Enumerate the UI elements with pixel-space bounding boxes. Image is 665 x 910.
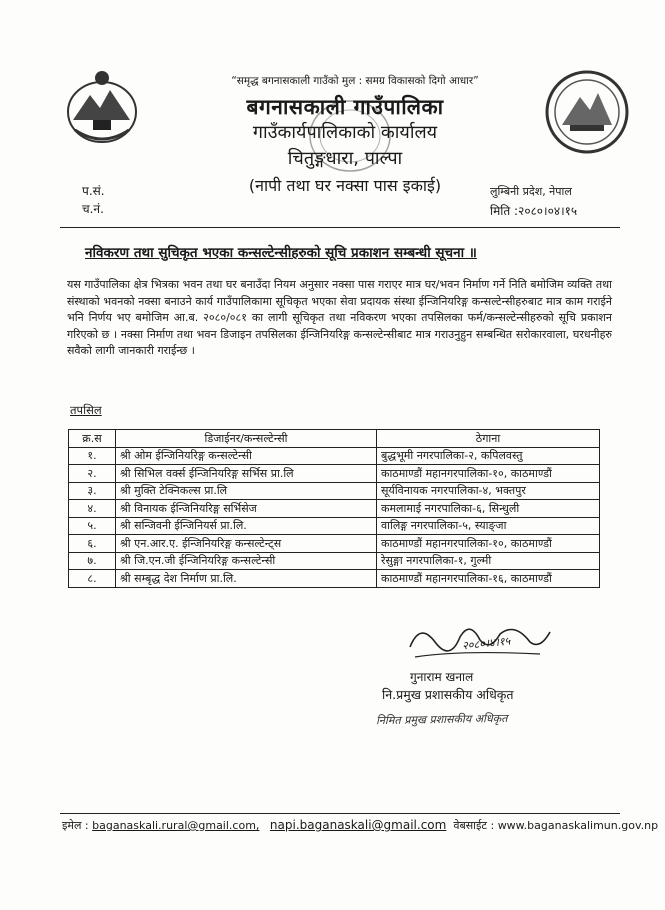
- signed-date: २०८०।४।१५: [461, 634, 511, 653]
- row-consultancy: श्री सिभिल वर्क्स ईन्जिनियरिङ्ग सर्भिस प्रा.लि: [116, 465, 377, 483]
- row-sn: ७.: [69, 552, 116, 570]
- email-link-1[interactable]: baganaskali.rural@gmail.com,: [92, 819, 260, 832]
- header-divider: [60, 227, 620, 228]
- header-sn: क्र.स: [69, 430, 116, 448]
- tapsil-label: तपसिल: [70, 403, 102, 417]
- table-row: [69, 465, 600, 483]
- row-address: बुद्धभूमी नगरपालिका-२, कपिलवस्तु: [377, 447, 600, 465]
- email-label: इमेल :: [62, 819, 89, 832]
- table-row: [69, 552, 600, 570]
- row-sn: ३.: [69, 482, 116, 500]
- municipality-emblem-logo: [540, 65, 635, 160]
- footer-divider: [60, 813, 620, 814]
- motto: “समृद्ध बगनासकाली गाउँको मुल : समग्र विकासको दिगो आधार”: [231, 75, 479, 87]
- handwritten-signature: [400, 612, 560, 667]
- office-name: गाउँकार्यपालिकाको कार्यालय: [252, 122, 438, 143]
- table-row: [69, 482, 600, 500]
- pa-sa-label: प.सं.: [82, 184, 105, 198]
- row-consultancy: श्री सन्जिवनी ईन्जिनियर्स प्रा.लि.: [116, 517, 377, 535]
- row-sn: ५.: [69, 517, 116, 535]
- row-address: कमलामाई नगरपालिका-६, सिन्धुली: [377, 500, 600, 518]
- cha-na-label: च.नं.: [82, 202, 104, 216]
- signer-post-handwritten: निमित प्रमुख प्रशासकीय अधिकृत: [375, 711, 508, 728]
- row-sn: २.: [69, 465, 116, 483]
- row-consultancy: श्री विनायक ईन्जिनियरिङ्ग सर्भिसेज: [116, 500, 377, 518]
- website-link[interactable]: www.baganaskalimun.gov.np: [497, 819, 659, 832]
- header-consultancy: डिजाईनर/कन्सल्टेन्सी: [116, 430, 377, 448]
- row-address: काठमाण्डौं महानगरपालिका-१६, काठमाण्डौं: [377, 570, 600, 588]
- row-sn: ८.: [69, 570, 116, 588]
- row-sn: ६.: [69, 535, 116, 553]
- row-address: सूर्यविनायक नगरपालिका-४, भक्तपुर: [377, 482, 600, 500]
- consultancy-table: [68, 429, 600, 588]
- header-address: ठेगाना: [377, 430, 600, 448]
- row-consultancy: श्री सम्बृद्ध देश निर्माण प्रा.लि.: [116, 570, 377, 588]
- row-address: काठमाण्डौं महानगरपालिका-१०, काठमाण्डौं: [377, 535, 600, 553]
- row-address: रेसुङ्गा नगरपालिका-१, गुल्मी: [377, 552, 600, 570]
- row-sn: १.: [69, 447, 116, 465]
- notice-paragraph: यस गाउँपालिका क्षेत्र भित्रका भवन तथा घर बनाउँदा नियम अनुसार नक्सा पास गराएर मात्र घर/भवन निर्माण गर्ने निति बमोजिम व्यक्ति तथा संस्थाको भवनको नक्सा बनाउने कार्य गाउँपालिकामा सूचिकृत भएका सेवा प्रदायक संस्था ईन्जिनियरिङ्ग कन्सल्टेन्सीहरुबाट मात्र काम गराईने भनि निर्णय भए बमोजिम आ.ब. २०८०/०८१ का लागी सूचिकृत तथा नविकरण भएका तपसिलका फर्म/कन्सल्टेन्सीहरुको सूचि प्रकाशन गरिएको छ । नक्सा निर्माण तथा भवन डिजाइन तपसिलका ईन्जिनियरिङ्ग कन्सल्टेन्सीबाट मात्र गराउनुहुन सम्बन्धित सरोकारवाला, घरधनीहरु सवैको लागी जानकारी गराईन्छ ।: [67, 278, 612, 357]
- footer: [62, 818, 658, 833]
- notice-title: नविकरण तथा सुचिकृत भएका कन्सल्टेन्सीहरुको सूचि प्रकाशन सम्बन्धी सूचना ॥: [85, 245, 477, 261]
- row-consultancy: श्री ओम ईन्जिनियरिङ्ग कन्सल्टेन्सी: [116, 447, 377, 465]
- table-row: [69, 447, 600, 465]
- signer-name: गुनाराम खनाल: [410, 670, 474, 684]
- unit-name: (नापी तथा घर नक्सा पास इकाई): [248, 176, 442, 195]
- row-consultancy: श्री जि.एन.जी ईन्जिनियरिङ्ग कन्सल्टेन्सी: [116, 552, 377, 570]
- nepal-emblem-logo: [55, 60, 150, 155]
- row-address: वालिङ्ग नगरपालिका-५, स्याङ्जा: [377, 517, 600, 535]
- letter-date: मिति :२०८०।०४।१५: [490, 204, 578, 218]
- website-label: वेबसाईट :: [453, 819, 495, 832]
- table-header-row: [69, 430, 600, 448]
- signer-post: नि.प्रमुख प्रशासकीय अधिकृत: [382, 687, 514, 702]
- table-row: [69, 500, 600, 518]
- row-consultancy: श्री मुक्ति टेक्निकल्स प्रा.लि: [116, 482, 377, 500]
- row-consultancy: श्री एन.आर.ए. ईन्जिनियरिङ्ग कन्सल्टेन्ट्स: [116, 535, 377, 553]
- table-row: [69, 570, 600, 588]
- table-row: [69, 535, 600, 553]
- row-sn: ४.: [69, 500, 116, 518]
- table-row: [69, 517, 600, 535]
- row-address: काठमाण्डौं महानगरपालिका-१०, काठमाण्डौं: [377, 465, 600, 483]
- province: लुम्बिनी प्रदेश, नेपाल: [490, 185, 572, 198]
- email-link-2[interactable]: napi.baganaskali@gmail.com: [269, 818, 447, 832]
- org-name: बगनासकाली गाउँपालिका: [246, 95, 444, 119]
- office-place: चितुङ्गधारा, पाल्पा: [287, 148, 403, 169]
